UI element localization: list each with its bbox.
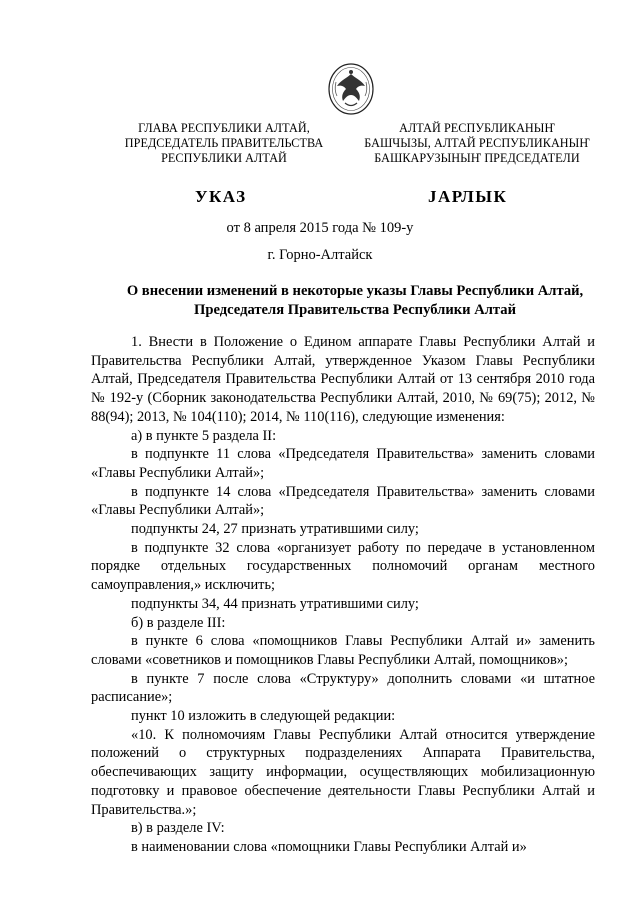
paragraph: пункт 10 изложить в следующей редакции: — [131, 708, 396, 725]
document-title — [100, 282, 610, 320]
issuer-line: ПРЕДСЕДАТЕЛЬ ПРАВИТЕЛЬСТВА — [124, 136, 324, 150]
paragraph: б) в разделе III: — [131, 614, 226, 631]
issuer-header-ru — [118, 121, 330, 166]
paragraph: в) в разделе IV: — [131, 820, 225, 837]
paragraph: в пункте 7 после слова «Структуру» дополнить словами «и штатное расписание»; — [91, 670, 595, 706]
paragraph: в подпункте 14 слова «Председателя Правительства» заменить словами «Главы Республики Алтай»; — [91, 483, 595, 519]
decree-city: г. Горно-Алтайск — [267, 247, 373, 263]
issuer-line: ГЛАВА РЕСПУБЛИКИ АЛТАЙ, — [138, 121, 310, 135]
decree-label-altai: JАРЛЫК — [428, 187, 508, 206]
issuer-line: БАШКАРУЗЫНЫҤ ПРЕДСЕДАТЕЛИ — [374, 151, 580, 165]
paragraph: «10. К полномочиям Главы Республики Алтай относится утверждение положений о структурных подразделениях Аппарата Правительства, обеспечивающих защиту информации, осуществляющих мобилизационную подготовку и правовое обеспечение деятельности Главы Республики Алтай и Правительства.»; — [91, 726, 595, 818]
decree-label-ru: УКАЗ — [195, 187, 247, 206]
decree-date-number: от 8 апреля 2015 года № 109-у — [226, 220, 414, 236]
paragraph: в пункте 6 слова «помощников Главы Республики Алтай и» заменить словами «советников и помощников Главы Республики Алтай, помощников»; — [91, 633, 595, 668]
paragraph: а) в пункте 5 раздела II: — [131, 427, 277, 444]
coat-of-arms-icon — [327, 62, 375, 116]
issuer-header-altai — [352, 121, 602, 166]
issuer-line: БАШЧЫЗЫ, АЛТАЙ РЕСПУБЛИКАНЫҤ — [364, 136, 590, 150]
paragraph: в наименовании слова «помощники Главы Республики Алтай и» — [131, 838, 527, 855]
title-line: О внесении изменений в некоторые указы Главы Республики Алтай, — [126, 283, 584, 299]
paragraph: 1. Внести в Положение о Едином аппарате Главы Республики Алтай и Правительства Республики Алтай, утвержденное Указом Главы Республики Алтай, Председателя Правительства Республики Алтай от 13 сентября 2010 года № 192-у (Сборник законодательства Республики Алтай, 2010, № 69(75); 2012, № 88(94); 2013, № 104(110); 2014, № 110(116), следующие изменения: — [91, 334, 595, 425]
paragraph: подпункты 34, 44 признать утратившими силу; — [131, 595, 419, 612]
paragraph: в подпункте 11 слова «Председателя Правительства» заменить словами «Главы Республики Алтай»; — [91, 446, 595, 481]
paragraph: в подпункте 32 слова «организует работу по передаче в установленном порядке отдельных государственных полномочий органам местного самоуправления,» исключить; — [91, 539, 595, 594]
document-body — [91, 333, 595, 857]
title-line: Председателя Правительства Республики Алтай — [194, 302, 516, 318]
issuer-line: АЛТАЙ РЕСПУБЛИКАНЫҤ — [399, 121, 555, 135]
paragraph: подпункты 24, 27 признать утратившими силу; — [131, 521, 419, 538]
issuer-line: РЕСПУБЛИКИ АЛТАЙ — [161, 151, 287, 165]
